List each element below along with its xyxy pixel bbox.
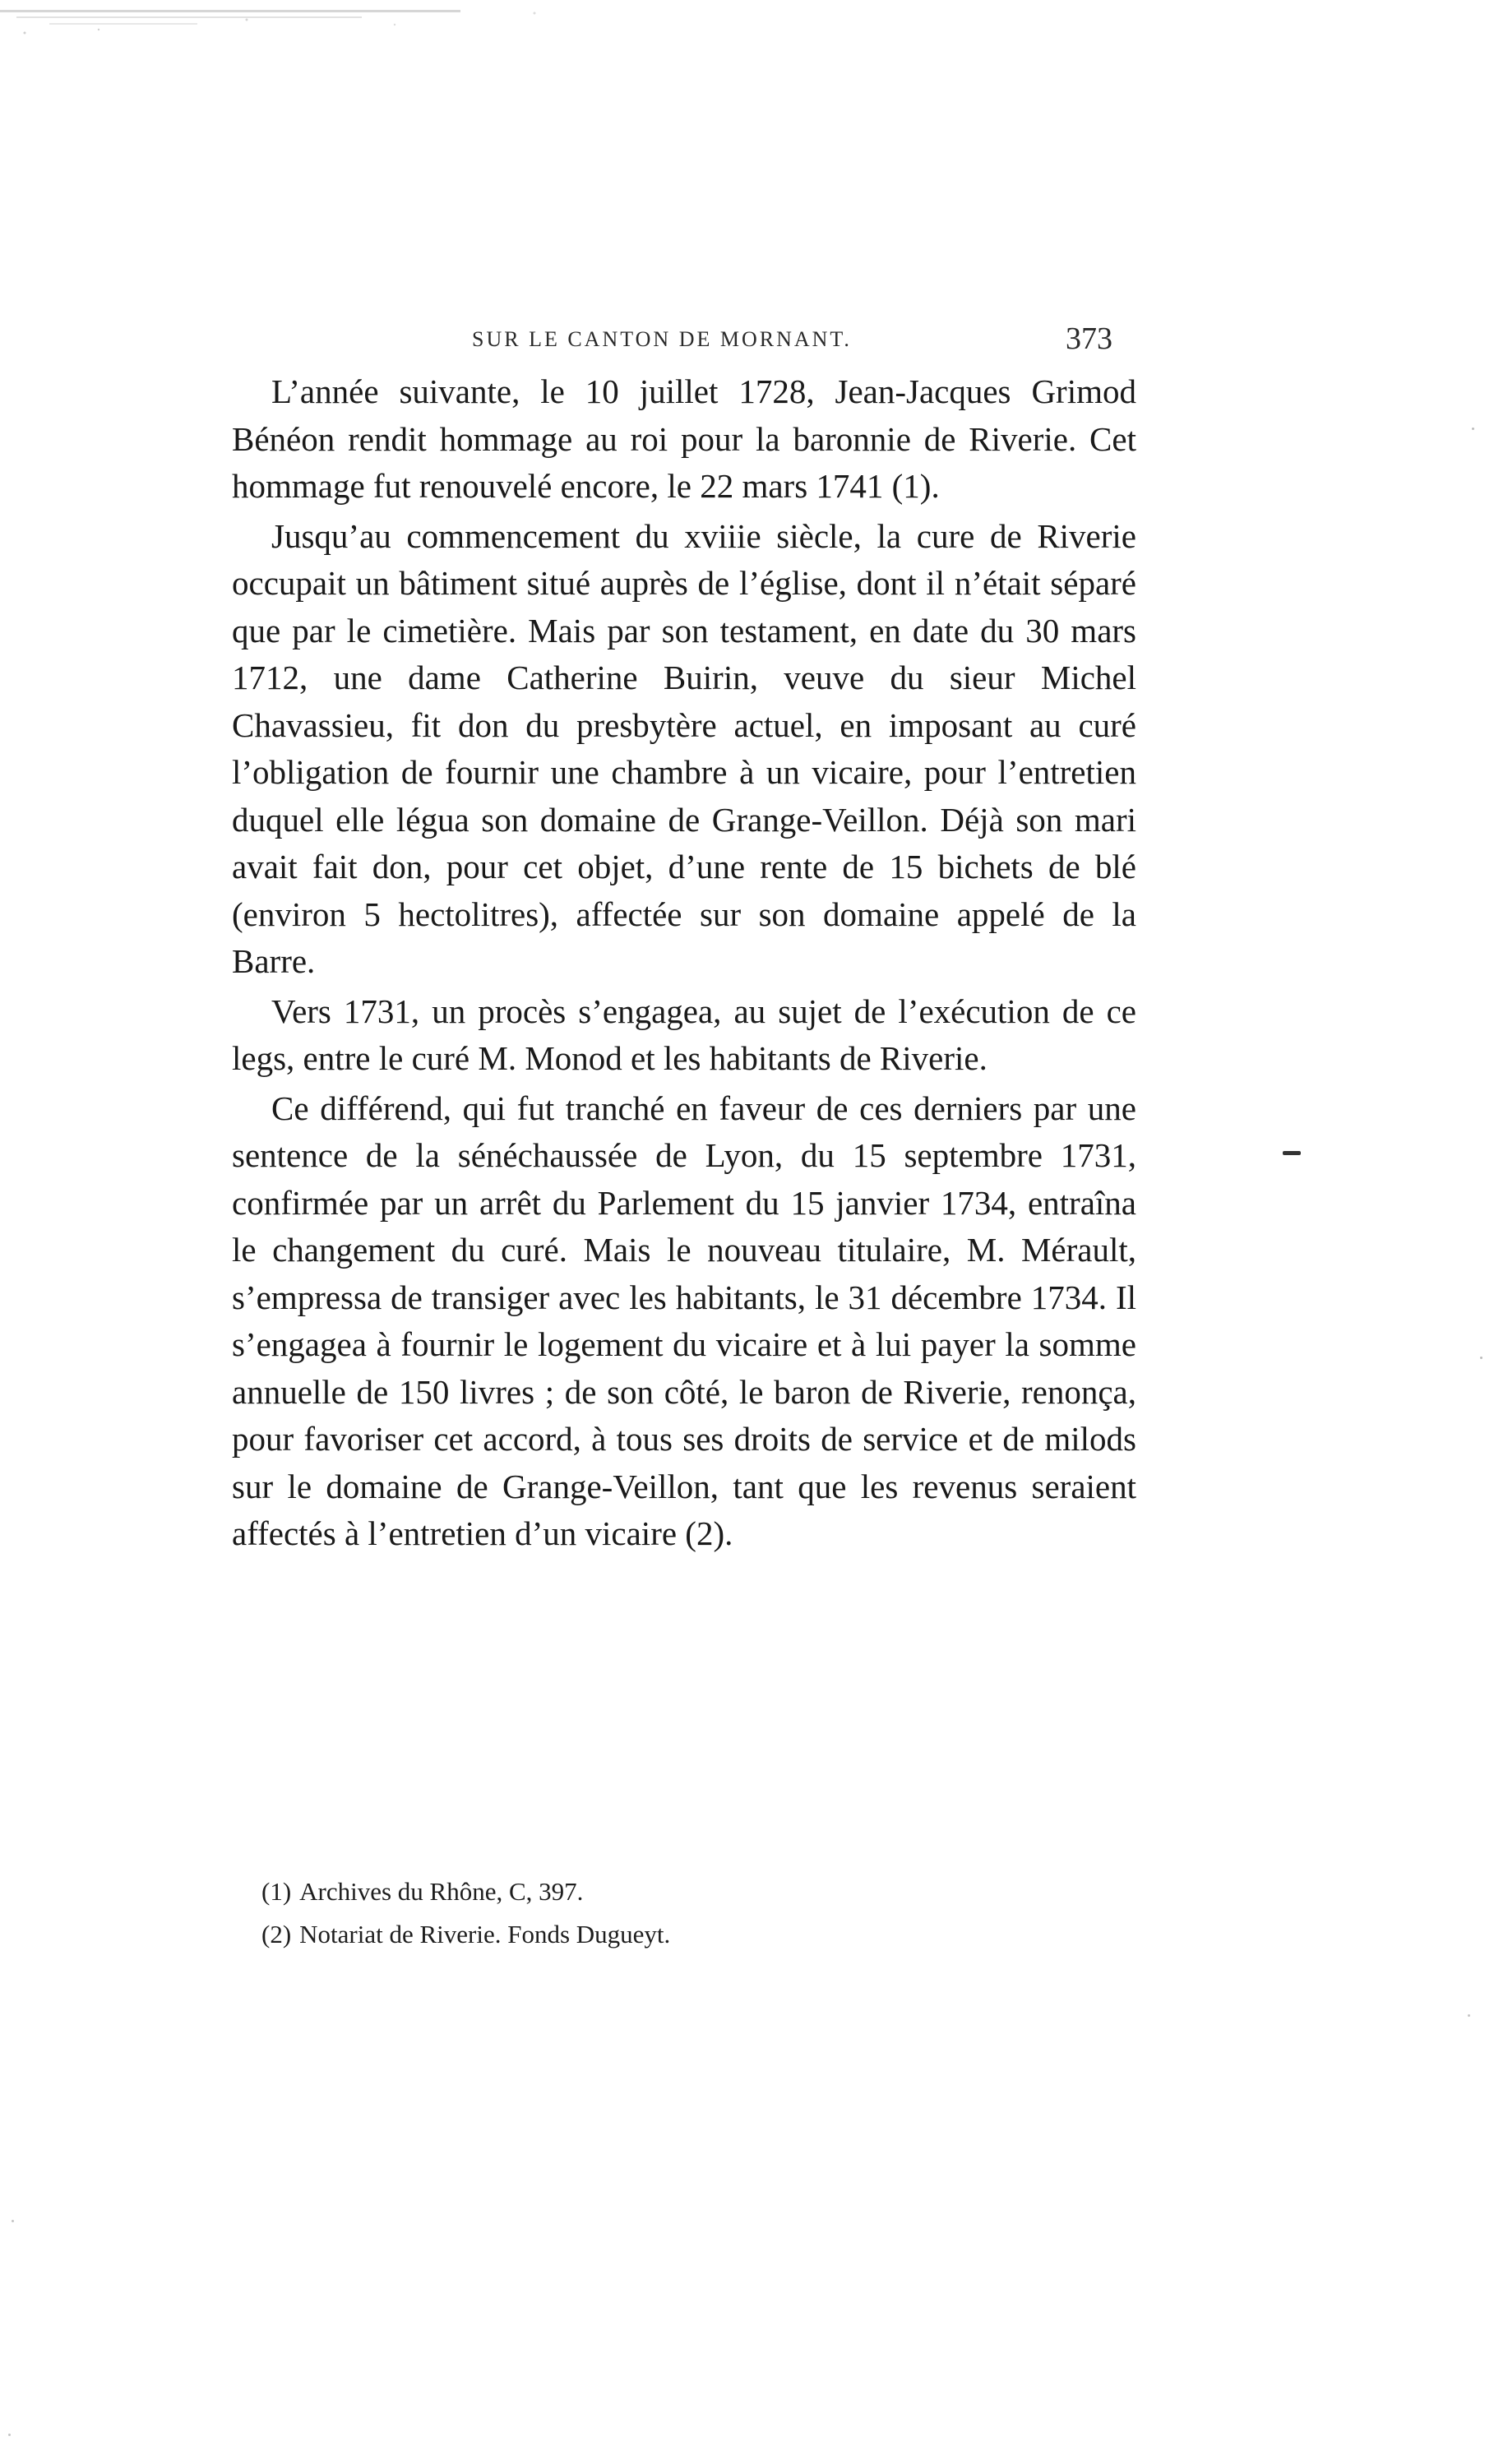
footnote-text: Archives du Rhône, C, 397.	[299, 1877, 584, 1906]
paragraph: L’année suivante, le 10 juillet 1728, Jean-Jacques Grimod Bénéon rendit hommage au roi pour la baronnie de Riverie. Cet hommage fut renouvelé encore, le 22 mars 1741 (1).	[232, 372, 1136, 505]
scan-speck	[1283, 1151, 1301, 1155]
scan-speck	[8, 2434, 11, 2436]
body-text	[232, 368, 1136, 1560]
footnote	[261, 1870, 1001, 1913]
scan-speck	[1468, 2014, 1470, 2017]
scan-noise-decoration	[0, 0, 625, 58]
scan-speck	[12, 2220, 14, 2222]
footnote	[261, 1913, 1001, 1956]
footnotes	[261, 1870, 1001, 1956]
footnote-mark: (2)	[261, 1920, 292, 1949]
scan-speck	[1480, 1357, 1482, 1359]
paragraph: Ce différend, qui fut tranché en faveur de ces derniers par une sentence de la sénéchaussée de Lyon, du 15 septembre 1731, confirmée par un arrêt du Parlement du 15 janvier 1734, entraîna le changement du curé. Mais le nouveau titulaire, M. Mérault, s’empressa de transiger avec les habitants, le 31 décembre 1734. Il s’engagea à fournir le logement du vicaire et à lui payer la somme annuelle de 150 livres ; de son côté, le baron de Riverie, renonça, pour favoriser cet accord, à tous ses droits de service et de milods sur le domaine de Grange-Veillon, tant que les revenus seraient affectés à l’entretien d’un vicaire (2).	[232, 1089, 1136, 1552]
footnote-text: Notariat de Riverie. Fonds Dugueyt.	[299, 1920, 671, 1949]
page-header	[232, 321, 1136, 362]
page-number: 373	[1066, 321, 1112, 356]
paragraph: Jusqu’au commencement du xviiie siècle, la cure de Riverie occupait un bâtiment situé auprès de l’église, dont il n’était séparé que par le cimetière. Mais par son testament, en date du 30 mars 1712, une dame Catherine Buirin, veuve du sieur Michel Chavassieu, fit don du presbytère actuel, en imposant au curé l’obligation de fournir une chambre à un vicaire, pour l’entretien duquel elle légua son domaine de Grange-Veillon. Déjà son mari avait fait don, pour cet objet, d’une rente de 15 bichets de blé (environ 5 hectolitres), affectée sur son domaine appelé de la Barre.	[232, 516, 1136, 980]
scan-speck	[1472, 428, 1474, 430]
footnote-mark: (1)	[261, 1877, 292, 1906]
running-title: SUR LE CANTON DE MORNANT.	[472, 327, 852, 351]
paragraph: Vers 1731, un procès s’engagea, au sujet de l’exécution de ce legs, entre le curé M. Monod et les habitants de Riverie.	[232, 992, 1136, 1077]
